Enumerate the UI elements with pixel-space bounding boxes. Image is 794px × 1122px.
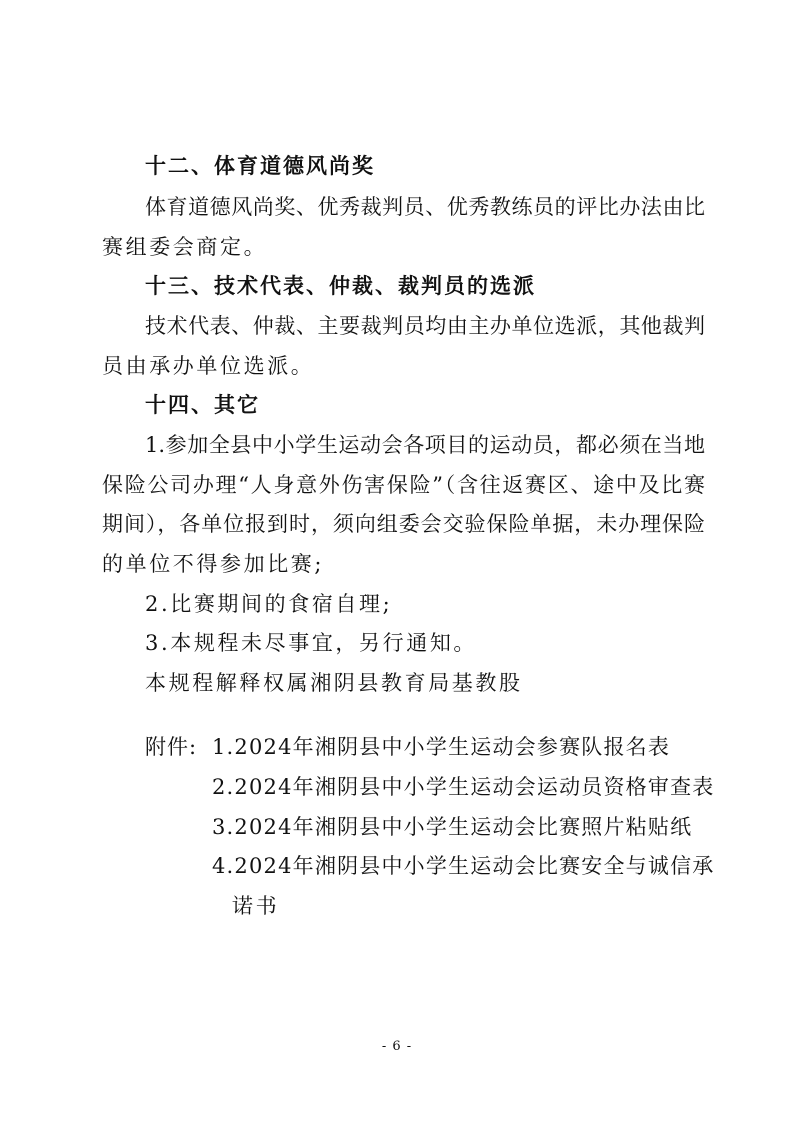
attachments-label: 附件: bbox=[145, 735, 198, 759]
section-13-line-2: 员由承办单位选派。 bbox=[102, 354, 315, 378]
section-14-item-1-line-2: 保险公司办理“人身意外伤害保险”（含往返赛区、途中及比赛 bbox=[102, 473, 705, 497]
page-number: - 6 - bbox=[381, 1039, 413, 1054]
section-13-line-1: 技术代表、仲裁、主要裁判员均由主办单位选派，其他裁判 bbox=[145, 314, 705, 338]
section-14-item-2: 2.比赛期间的食宿自理; bbox=[145, 592, 393, 616]
attachment-item-1: 1.2024年湘阴县中小学生运动会参赛队报名表 bbox=[212, 735, 671, 759]
attachment-item-4-continuation: 诺书 bbox=[232, 894, 280, 918]
section-14-item-1-line-1: 1.参加全县中小学生运动会各项目的运动员，都必须在当地 bbox=[145, 433, 705, 457]
section-14-item-3: 3.本规程未尽事宜，另行通知。 bbox=[145, 631, 478, 655]
section-12-line-2: 赛组委会商定。 bbox=[102, 235, 268, 259]
section-13-heading: 十三、技术代表、仲裁、裁判员的选派 bbox=[145, 274, 536, 298]
interpretation-note: 本规程解释权属湘阴县教育局基教股 bbox=[145, 671, 523, 695]
section-14-item-1-line-4: 的单位不得参加比赛; bbox=[102, 552, 325, 576]
attachment-item-4: 4.2024年湘阴县中小学生运动会比赛安全与诚信承 bbox=[212, 854, 715, 878]
section-12-line-1: 体育道德风尚奖、优秀裁判员、优秀教练员的评比办法由比 bbox=[145, 195, 705, 219]
section-14-heading: 十四、其它 bbox=[145, 393, 260, 417]
attachment-item-3: 3.2024年湘阴县中小学生运动会比赛照片粘贴纸 bbox=[212, 815, 693, 839]
section-14-item-1-line-3: 期间），各单位报到时，须向组委会交验保险单据，未办理保险 bbox=[102, 512, 705, 536]
attachment-item-2: 2.2024年湘阴县中小学生运动会运动员资格审查表 bbox=[212, 775, 715, 799]
section-12-heading: 十二、体育道德风尚奖 bbox=[145, 154, 375, 178]
